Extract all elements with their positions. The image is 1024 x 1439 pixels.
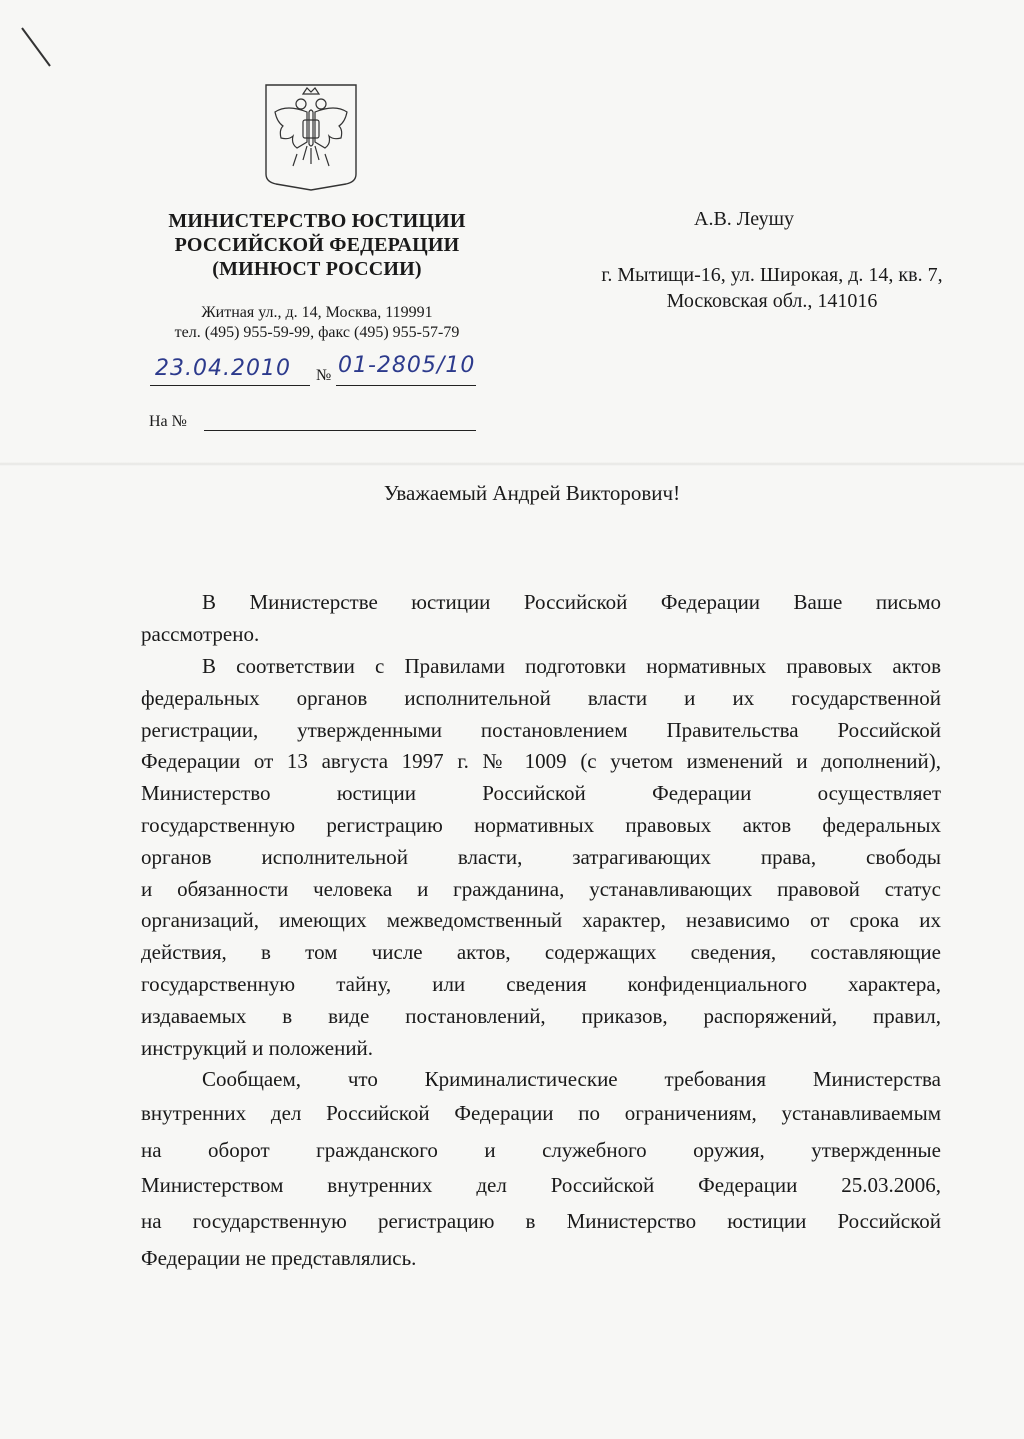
ministry-name-line-1: МИНИСТЕРСТВО ЮСТИЦИИ [168, 210, 466, 232]
body-line: В соответствии с Правилами подготовки нормативных правовых актов [202, 654, 941, 678]
handwritten-number: 01-2805/10 [338, 353, 476, 378]
body-line: и обязанности человека и гражданина, устанавливающих правовой статус [141, 877, 941, 901]
ministry-phones: тел. (495) 955-59-99, факс (495) 955-57-79 [174, 324, 460, 341]
body-line: государственную тайну, или сведения конфиденциального характера, [141, 972, 941, 996]
body-line: Министерство юстиции Российской Федерации осуществляет [141, 781, 941, 805]
number-line [336, 385, 476, 386]
ministry-address: Житная ул., д. 14, Москва, 119991 [201, 304, 433, 321]
date-line [150, 385, 310, 386]
body-line: Министерством внутренних дел Российской Федерации 25.03.2006, [141, 1173, 941, 1197]
body-line: Сообщаем, что Криминалистические требования Министерства [202, 1067, 941, 1091]
ministry-name-line-2: РОССИЙСКОЙ ФЕДЕРАЦИИ [174, 234, 460, 256]
recipient-name: А.В. Леушу [694, 208, 794, 230]
body-line: В Министерстве юстиции Российской Федерации Ваше письмо [202, 590, 941, 614]
reply-number-line [204, 430, 476, 431]
pen-stroke-mark [18, 22, 54, 70]
body-line: издаваемых в виде постановлений, приказов, распоряжений, правил, [141, 1004, 941, 1028]
number-label: № [316, 367, 332, 384]
salutation: Уважаемый Андрей Викторович! [383, 481, 681, 505]
body-line: инструкций и положений. [141, 1036, 374, 1060]
body-line: Федерации не представлялись. [141, 1246, 417, 1270]
body-line: рассмотрено. [141, 622, 260, 646]
body-line: органов исполнительной власти, затрагивающих права, свободы [141, 845, 941, 869]
recipient-address-line-2: Московская обл., 141016 [666, 290, 878, 312]
body-line: организаций, имеющих межведомственный характер, независимо от срока их [141, 908, 941, 932]
body-line: Федерации от 13 августа 1997 г. № 1009 (с учетом изменений и дополнений), [141, 749, 941, 773]
reply-number-label: На № [149, 413, 187, 430]
body-line: на оборот гражданского и служебного оружия, утвержденные [141, 1138, 941, 1162]
body-line: федеральных органов исполнительной власти и их государственной [141, 686, 941, 710]
body-line: государственную регистрацию нормативных правовых актов федеральных [141, 813, 941, 837]
russian-coat-of-arms-icon [263, 82, 359, 192]
body-line: внутренних дел Российской Федерации по ограничениям, устанавливаемым [141, 1101, 941, 1125]
body-line: действия, в том числе актов, содержащих сведения, составляющие [141, 940, 941, 964]
body-line: регистрации, утвержденными постановлением Правительства Российской [141, 718, 941, 742]
paper-fold [0, 462, 1024, 466]
body-line: на государственную регистрацию в Министерство юстиции Российской [141, 1209, 941, 1233]
recipient-address-line-1: г. Мытищи-16, ул. Широкая, д. 14, кв. 7, [601, 264, 943, 286]
ministry-name-line-3: (МИНЮСТ РОССИИ) [212, 258, 422, 280]
handwritten-date: 23.04.2010 [155, 356, 291, 381]
